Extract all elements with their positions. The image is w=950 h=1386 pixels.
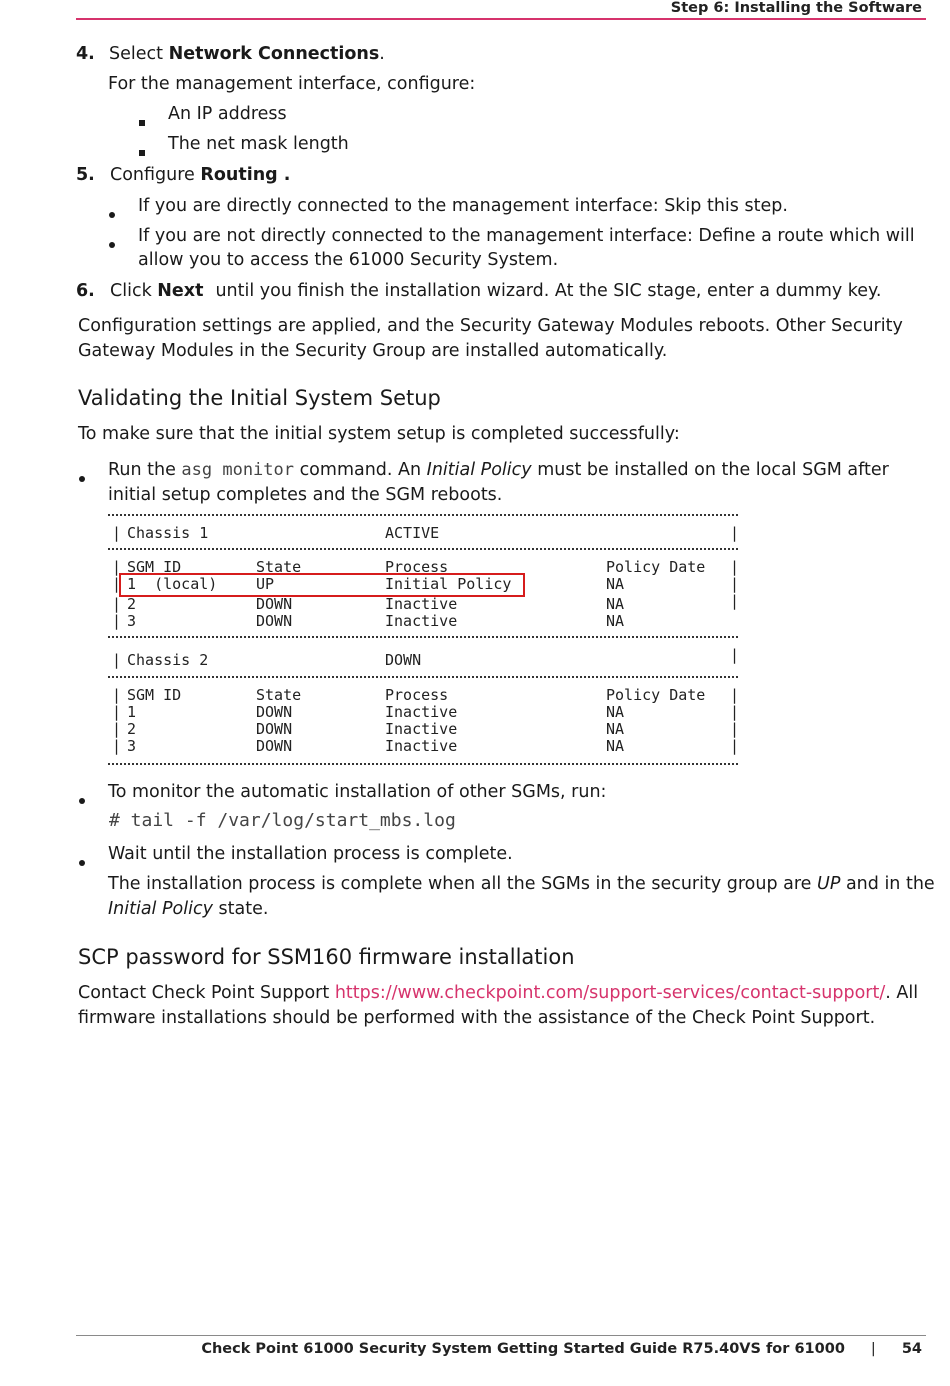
list-item-detail: Initial Policy state. <box>108 899 269 919</box>
section-heading: Validating the Initial System Setup <box>78 386 441 410</box>
step-number: 6. <box>76 281 95 301</box>
step-6-text: Click Next until you finish the installation wizard. At the SIC stage, enter a dummy key. <box>110 281 882 301</box>
divider <box>108 676 738 678</box>
round-bullet <box>109 203 115 223</box>
table-cell: UP <box>256 575 275 593</box>
step-4-subtext: For the management interface, configure: <box>108 74 476 94</box>
ui-term: Routing . <box>200 165 291 185</box>
paragraph-line: firmware installations should be performed with the assistance of the Check Point Support. <box>78 1008 876 1028</box>
list-item: The net mask length <box>168 134 349 154</box>
italic-term: Initial Policy <box>108 899 213 919</box>
table-cell: NA <box>606 737 625 755</box>
italic-term: UP <box>817 874 841 894</box>
code-command: # tail -f /var/log/start_mbs.log <box>109 810 456 831</box>
divider <box>108 514 738 516</box>
table-cell: Inactive <box>385 612 458 630</box>
paragraph-line: Gateway Modules in the Security Group are installed automatically. <box>78 341 668 361</box>
column-header: Policy Date <box>606 686 706 704</box>
section-intro: To make sure that the initial system setup is completed successfully: <box>78 424 680 444</box>
support-link[interactable]: https://www.checkpoint.com/support-services/contact-support/ <box>334 983 886 1003</box>
table-cell: NA <box>606 703 625 721</box>
table-cell: DOWN <box>256 595 293 613</box>
ui-term: Network Connections <box>168 44 380 64</box>
italic-term: Initial Policy <box>426 460 532 480</box>
list-item-continuation: allow you to access the 61000 Security System. <box>138 250 559 270</box>
asg-monitor-output: | Chassis 1 ACTIVE | | SGM ID State Process Policy Date | | 1 (local) UP Initial Policy NA | | 2 DOWN Inactive NA | | 3 DOWN Inactive NA | Chassis 2 DOWN | | SGM ID State Process Policy Date | | 1 DOWN Inactive NA | | 2 DOWN Inactive NA | | 3 DOWN Inactive NA | <box>106 508 738 772</box>
table-cell: Inactive <box>385 703 458 721</box>
footer-separator: | <box>870 1341 876 1357</box>
table-cell: DOWN <box>256 612 293 630</box>
column-header: State <box>256 558 302 576</box>
list-item: To monitor the automatic installation of other SGMs, run: <box>108 782 607 802</box>
column-header: SGM ID <box>127 686 182 704</box>
column-header: Process <box>385 558 449 576</box>
ui-term: Next <box>157 281 204 301</box>
step-5 <box>76 165 95 185</box>
step-4-text: Select Network Connections. <box>109 44 385 64</box>
list-item: Wait until the installation process is complete. <box>108 844 513 864</box>
column-header: SGM ID <box>127 558 182 576</box>
table-cell: NA <box>606 612 625 630</box>
table-cell: Inactive <box>385 737 458 755</box>
table-cell: 1 <box>127 703 137 721</box>
table-cell: 2 <box>127 720 137 738</box>
paragraph-line: Contact Check Point Support https://www.checkpoint.com/support-services/contact-support/. All <box>78 983 919 1003</box>
table-cell: Initial Policy <box>385 575 512 593</box>
divider <box>108 636 738 638</box>
running-header: Step 6: Installing the Software <box>670 0 922 16</box>
round-bullet <box>79 789 85 809</box>
table-cell: NA <box>606 720 625 738</box>
chassis-name: Chassis 1 <box>127 524 209 542</box>
divider <box>108 763 738 765</box>
list-item: If you are not directly connected to the management interface: Define a route which will <box>138 226 915 246</box>
column-header: Policy Date <box>606 558 706 576</box>
paragraph-line: Configuration settings are applied, and the Security Gateway Modules reboots. Other Security <box>78 316 903 336</box>
step-4 <box>76 44 95 64</box>
table-cell: NA <box>606 595 625 613</box>
list-item: An IP address <box>168 104 287 124</box>
round-bullet <box>109 233 115 253</box>
table-cell: 3 <box>127 737 137 755</box>
header-rule <box>76 18 926 20</box>
column-header: Process <box>385 686 449 704</box>
table-cell: Inactive <box>385 720 458 738</box>
list-item-continuation: initial setup completes and the SGM reboots. <box>108 485 503 505</box>
step-number: 4. <box>76 44 95 64</box>
table-cell: DOWN <box>256 720 293 738</box>
chassis-name: Chassis 2 <box>127 651 209 669</box>
chassis-state: ACTIVE <box>385 524 440 542</box>
table-cell: 2 <box>127 595 137 613</box>
divider <box>108 548 738 550</box>
step-number: 5. <box>76 165 95 185</box>
section-heading: SCP password for SSM160 firmware installation <box>78 945 575 969</box>
step-5-text: Configure Routing . <box>110 165 291 185</box>
round-bullet <box>79 467 85 487</box>
table-cell: Inactive <box>385 595 458 613</box>
list-item-detail: The installation process is complete when all the SGMs in the security group are UP and in the <box>108 874 935 894</box>
footer-title: Check Point 61000 Security System Getting Started Guide R75.40VS for 61000 <box>201 1341 845 1357</box>
table-cell: NA <box>606 575 625 593</box>
page-number: 54 <box>901 1341 922 1357</box>
square-bullet <box>139 141 145 161</box>
table-cell: DOWN <box>256 737 293 755</box>
list-item: Run the asg monitor command. An Initial Policy must be installed on the local SGM after <box>108 460 889 480</box>
footer-rule <box>76 1335 926 1336</box>
inline-code: asg monitor <box>181 460 294 480</box>
running-footer <box>201 1341 922 1357</box>
square-bullet <box>139 111 145 131</box>
table-cell: DOWN <box>256 703 293 721</box>
column-header: State <box>256 686 302 704</box>
list-item: If you are directly connected to the management interface: Skip this step. <box>138 196 788 216</box>
chassis-state: DOWN <box>385 651 422 669</box>
step-6 <box>76 281 95 301</box>
round-bullet <box>79 851 85 871</box>
table-cell: 1 (local) <box>127 575 218 593</box>
table-cell: 3 <box>127 612 137 630</box>
